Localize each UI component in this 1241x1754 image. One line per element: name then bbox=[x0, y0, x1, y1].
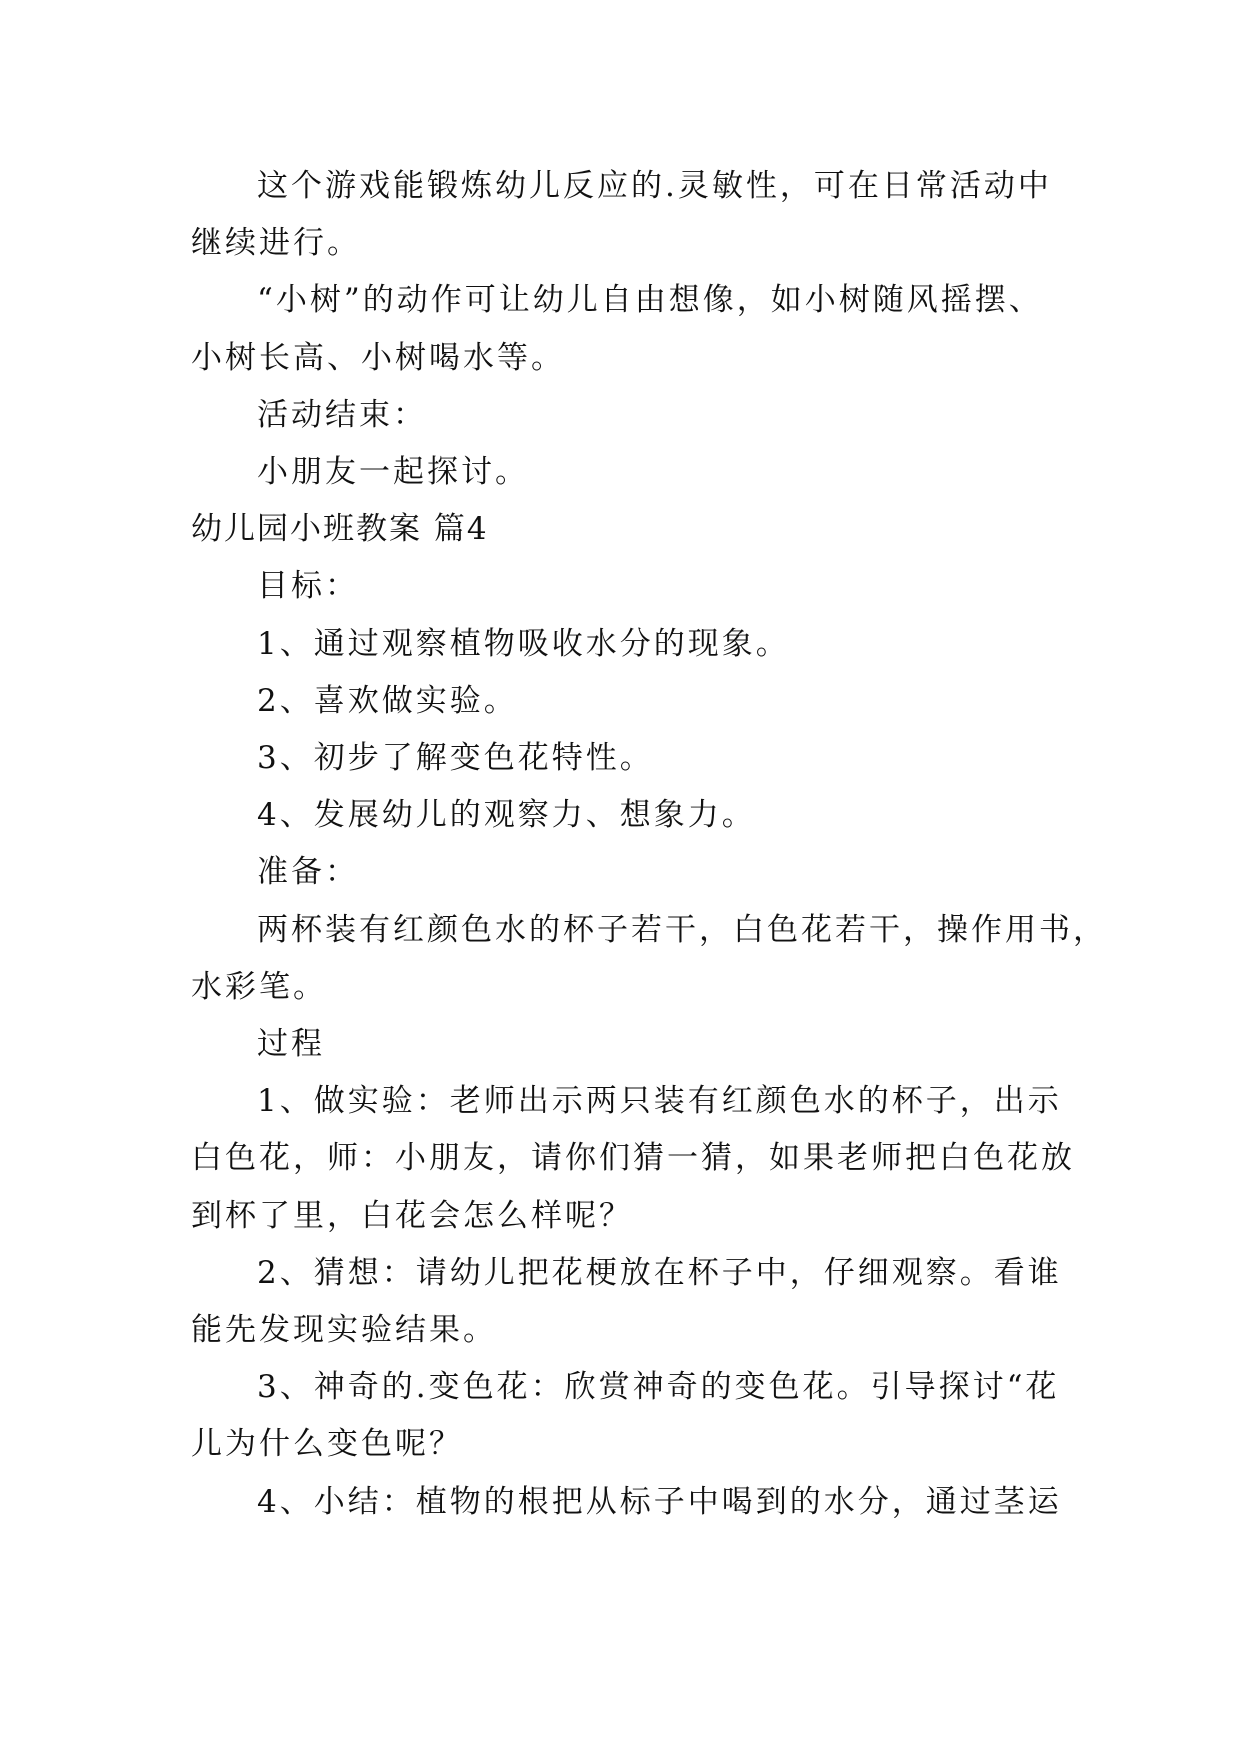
process-step: 4、小结：植物的根把从标子中喝到的水分，通过茎运 bbox=[257, 1483, 1062, 1520]
paragraph-line: 水彩笔。 bbox=[191, 968, 327, 1005]
paragraph-line: 能先发现实验结果。 bbox=[191, 1312, 497, 1349]
goal-item: 3、初步了解变色花特性。 bbox=[257, 740, 654, 777]
paragraph-line: 两杯装有红颜色水的杯子若干，白色花若干，操作用书， bbox=[257, 911, 1107, 948]
process-step: 3、神奇的.变色花：欣赏神奇的变色花。引导探讨“花 bbox=[257, 1369, 1060, 1406]
process-step: 1、做实验：老师出示两只装有红颜色水的杯子，出示 bbox=[257, 1083, 1062, 1120]
goal-item: 2、喜欢做实验。 bbox=[257, 682, 518, 719]
paragraph-line: 到杯了里，白花会怎么样呢？ bbox=[191, 1197, 633, 1234]
goal-item: 1、通过观察植物吸收水分的现象。 bbox=[257, 625, 790, 662]
section-label: 准备： bbox=[257, 854, 359, 891]
document-body bbox=[191, 158, 1107, 1531]
paragraph-line: 小朋友一起探讨。 bbox=[257, 454, 529, 491]
section-label: 目标： bbox=[257, 568, 359, 605]
paragraph-line: 这个游戏能锻炼幼儿反应的.灵敏性，可在日常活动中 bbox=[257, 168, 1052, 204]
paragraph-line: 白色花，师：小朋友，请你们猜一猜，如果老师把白色花放 bbox=[191, 1140, 1075, 1177]
paragraph-line: “小树”的动作可让幼儿自由想像，如小树随风摇摆、 bbox=[257, 282, 1043, 319]
paragraph-line: 继续进行。 bbox=[191, 225, 361, 262]
lesson-heading: 幼儿园小班教案 篇4 bbox=[191, 511, 489, 548]
paragraph-line: 小树长高、小树喝水等。 bbox=[191, 339, 565, 376]
section-label: 过程 bbox=[257, 1026, 325, 1063]
paragraph-line: 儿为什么变色呢？ bbox=[191, 1426, 463, 1463]
section-label: 活动结束： bbox=[257, 396, 427, 433]
goal-item: 4、发展幼儿的观察力、想象力。 bbox=[257, 797, 756, 834]
process-step: 2、猜想：请幼儿把花梗放在杯子中，仔细观察。看谁 bbox=[257, 1254, 1062, 1291]
